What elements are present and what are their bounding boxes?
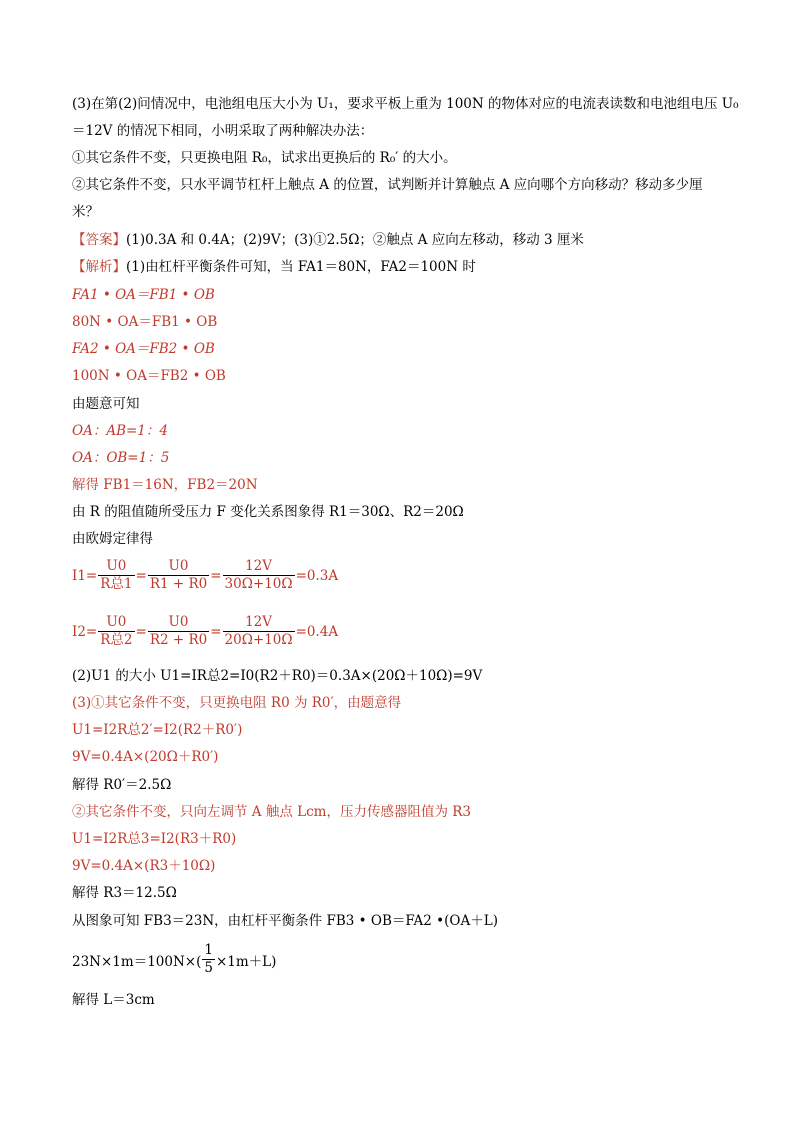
formula-current-1 bbox=[72, 558, 338, 593]
numerator: U0 bbox=[106, 614, 127, 630]
equation-12: 9V=0.4A×(R3＋10Ω) bbox=[72, 858, 216, 874]
equation-9: 9V=0.4A×(20Ω＋R0′) bbox=[72, 749, 219, 765]
part-3b-line: ②其它条件不变，只向左调节 A 触点 Lcm，压力传感器阻值为 R3 bbox=[72, 804, 471, 820]
formula-1-result: =0.3A bbox=[295, 567, 339, 584]
answer-text: (1)0.3A 和 0.4A；(2)9V；(3)①2.5Ω；②触点 A 应向左移动，移动 3 厘米 bbox=[126, 232, 584, 248]
numerator: U0 bbox=[106, 558, 127, 574]
question-line-5: 米？ bbox=[72, 204, 99, 220]
equation-10: 解得 R0′＝2.5Ω bbox=[72, 777, 172, 793]
analysis-tag: 【解析】 bbox=[72, 259, 126, 275]
denominator: R1 + R0 bbox=[149, 576, 208, 592]
denominator: R2 + R0 bbox=[149, 632, 208, 648]
denominator: R总2 bbox=[100, 632, 133, 648]
numerator: 12V bbox=[245, 558, 273, 574]
question-line-3: ①其它条件不变，只更换电阻 R₀，试求出更换后的 R₀′ 的大小。 bbox=[72, 150, 457, 166]
answer-line bbox=[72, 230, 584, 250]
fraction bbox=[98, 558, 134, 593]
formula-lever bbox=[72, 942, 276, 977]
formula-1-lhs: I1= bbox=[72, 567, 98, 584]
equation-11: U1=I2R总3=I2(R3＋R0) bbox=[72, 831, 237, 847]
numerator: U0 bbox=[168, 614, 189, 630]
text-graph-2: 从图象可知 FB3＝23N，由杠杆平衡条件 FB3 • OB＝FA2 •(OA＋L) bbox=[72, 913, 498, 929]
text-graph: 由 R 的阻值随所受压力 F 变化关系图象得 R1＝30Ω、R2＝20Ω bbox=[72, 504, 464, 520]
fraction bbox=[202, 942, 215, 977]
equals-sign: = bbox=[210, 567, 222, 584]
text-ohm: 由欧姆定律得 bbox=[72, 531, 153, 547]
answer-tag: 【答案】 bbox=[72, 232, 126, 248]
question-line-4: ②其它条件不变，只水平调节杠杆上触点 A 的位置，试判断并计算触点 A 应向哪个方向移动？移动多少厘 bbox=[72, 177, 703, 193]
part-3-line: (3)①其它条件不变，只更换电阻 R0 为 R0′，由题意得 bbox=[72, 695, 402, 711]
equation-1: FA1 • OA＝FB1 • OB bbox=[72, 287, 215, 303]
analysis-intro: (1)由杠杆平衡条件可知，当 FA1＝80N，FA2＝100N 时 bbox=[126, 259, 476, 275]
text-given: 由题意可知 bbox=[72, 396, 140, 412]
question-line-1: (3)在第(2)问情况中，电池组电压大小为 U₁，要求平板上重为 100N 的物体对应的电流表读数和电池组电压 U₀ bbox=[72, 96, 739, 112]
formula-3-post: ×1m＋L) bbox=[215, 953, 277, 970]
numerator: 12V bbox=[245, 614, 273, 630]
denominator: 30Ω+10Ω bbox=[224, 576, 293, 592]
denominator: 20Ω+10Ω bbox=[224, 632, 293, 648]
question-line-2: ＝12V 的情况下相同，小明采取了两种解决办法： bbox=[72, 123, 374, 139]
equation-5: OA：AB=1：4 bbox=[72, 423, 168, 439]
equation-6: OA：OB=1：5 bbox=[72, 450, 170, 466]
formula-current-2 bbox=[72, 614, 338, 649]
equation-4: 100N • OA＝FB2 • OB bbox=[72, 368, 226, 384]
denominator: R总1 bbox=[100, 576, 133, 592]
formula-2-result: =0.4A bbox=[295, 623, 339, 640]
part-2-line: (2)U1 的大小 U1=IR总2=I0(R2＋R0)＝0.3A×(20Ω＋10Ω)=9V bbox=[72, 668, 483, 684]
analysis-line-1 bbox=[72, 257, 476, 277]
equation-13: 解得 R3＝12.5Ω bbox=[72, 885, 177, 901]
fraction bbox=[223, 614, 295, 649]
equation-2: 80N • OA＝FB1 • OB bbox=[72, 314, 218, 330]
denominator: 5 bbox=[204, 960, 213, 976]
fraction bbox=[148, 558, 209, 593]
equation-7: 解得 FB1＝16N，FB2＝20N bbox=[72, 477, 258, 493]
equals-sign: = bbox=[210, 623, 222, 640]
equation-3: FA2 • OA＝FB2 • OB bbox=[72, 341, 215, 357]
equation-8: U1=I2R总2′=I2(R2＋R0′) bbox=[72, 722, 243, 738]
numerator: 1 bbox=[204, 942, 213, 958]
equals-sign: = bbox=[135, 623, 147, 640]
formula-2-lhs: I2= bbox=[72, 623, 98, 640]
fraction bbox=[223, 558, 295, 593]
equals-sign: = bbox=[135, 567, 147, 584]
formula-3-pre: 23N×1m＝100N×( bbox=[72, 953, 202, 970]
numerator: U0 bbox=[168, 558, 189, 574]
equation-14: 解得 L＝3cm bbox=[72, 992, 155, 1008]
fraction bbox=[148, 614, 209, 649]
fraction bbox=[98, 614, 134, 649]
